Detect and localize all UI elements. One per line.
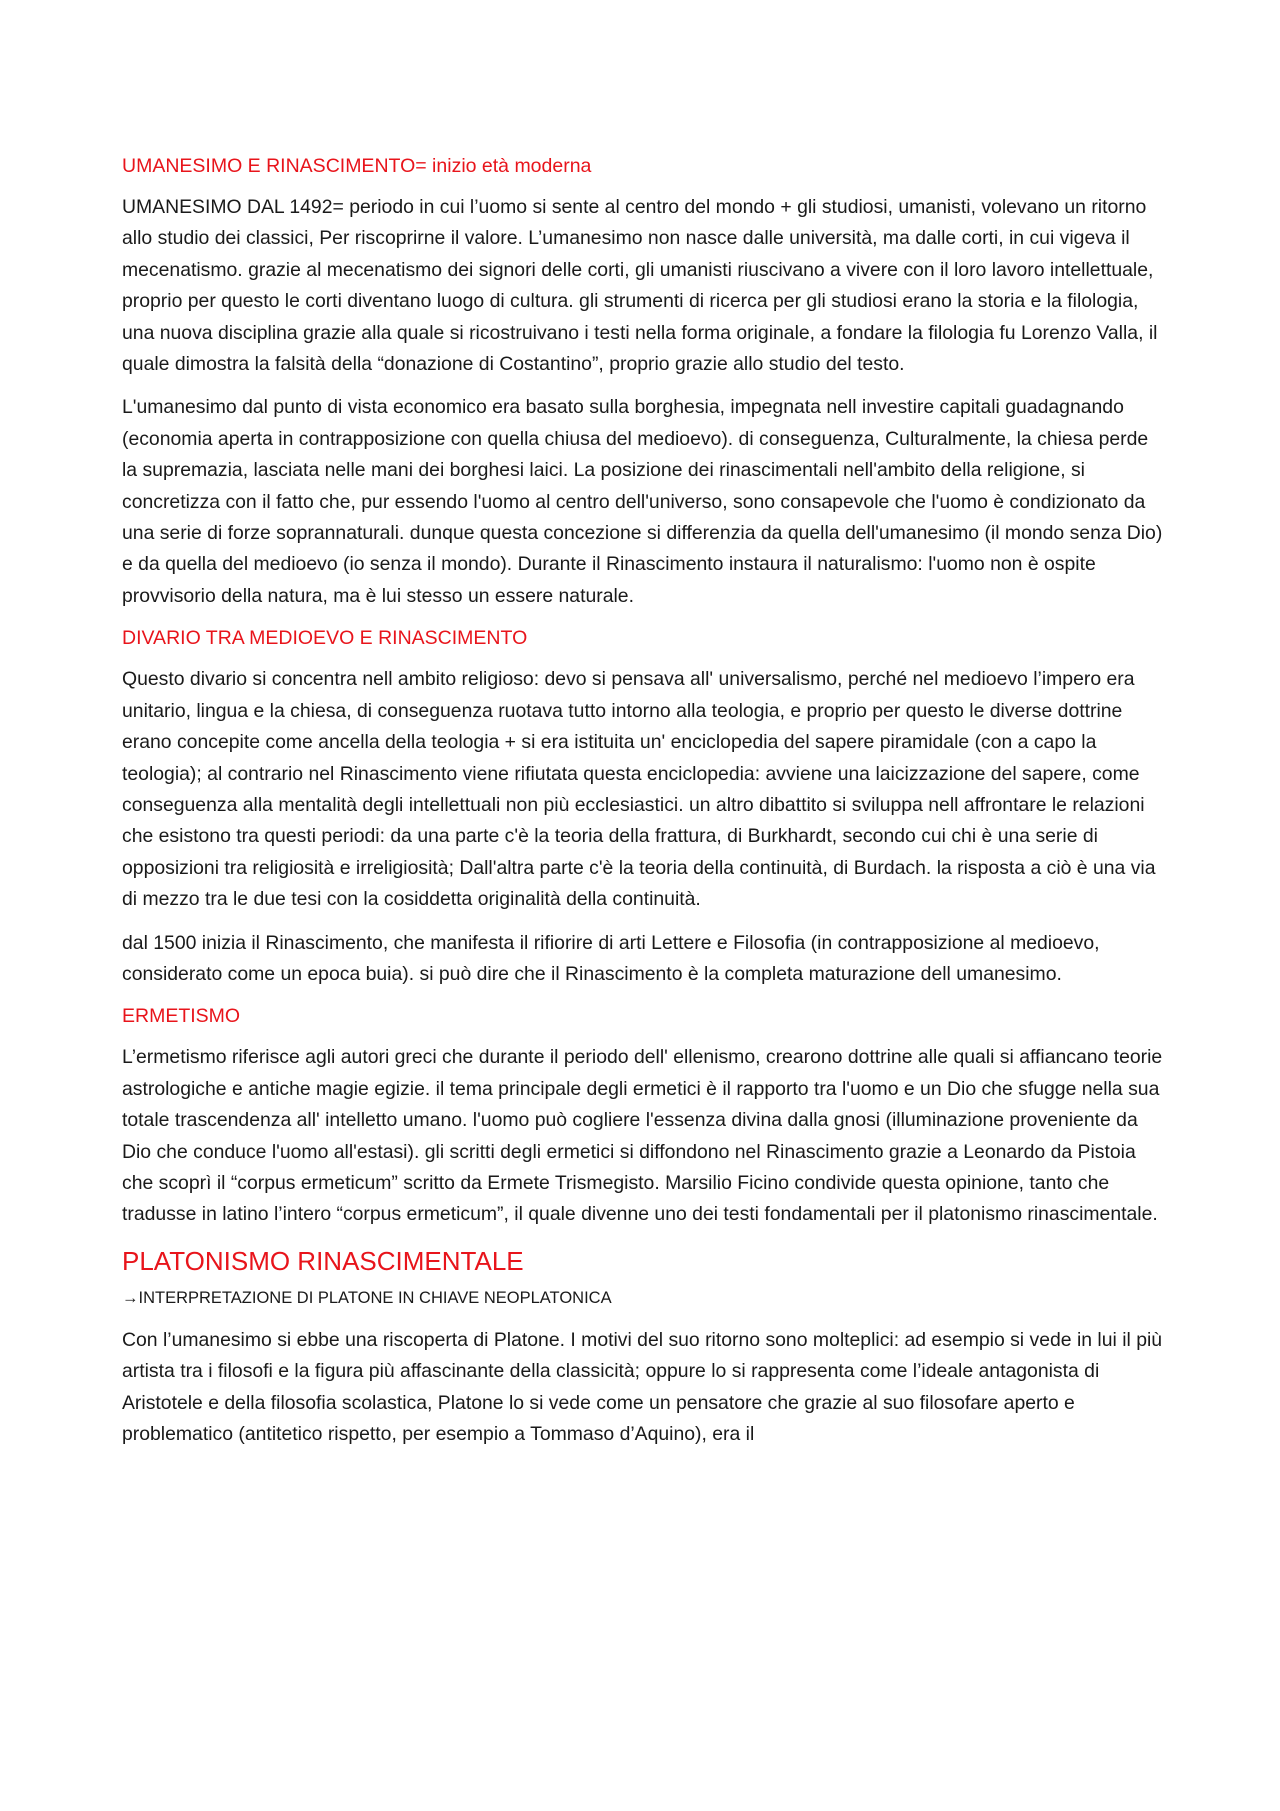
section-heading-platonismo: PLATONISMO RINASCIMENTALE: [122, 1245, 524, 1276]
document-page: [122, 152, 1168, 1462]
paragraph: Con l’umanesimo si ebbe una riscoperta di Platone. I motivi del suo ritorno sono molteplici: ad esempio si vede in lui il più artista tra i filosofi e la figura più affascinante della classicità; oppure lo si rappresenta come l’ideale antagonista di Aristotele e della filosofia scolastica, Platone lo si vede come un pensatore che grazie al suo filosofare aperto e problematico (antitetico rispetto, per esempio a Tommaso d’Aquino), era il: [122, 1328, 1163, 1445]
paragraph: Questo divario si concentra nell ambito religioso: devo si pensava all' universalismo, perché nel medioevo l’impero era unitario, lingua e la chiesa, di conseguenza ruotava tutto intorno alla teologia, e proprio per questo le diverse dottrine erano concepite come ancella della teologia + si era istituita un' enciclopedia del sapere piramidale (con a capo la teologia); al contrario nel Rinascimento viene rifiutata questa enciclopedia: avviene una laicizzazione del sapere, come conseguenza alla mentalità degli intellettuali non più ecclesiastici. un altro dibattito si sviluppa nell affrontare le relazioni che esistono tra questi periodi: da una parte c'è la teoria della frattura, di Burkhardt, secondo cui chi è una serie di opposizioni tra religiosità e irreligiosità; Dall'altra parte c'è la teoria della continuità, di Burdach. la risposta a ciò è una via di mezzo tra le due tesi con la cosiddetta originalità della continuità.: [122, 668, 1156, 911]
section-heading-ermetismo: ERMETISMO: [122, 1005, 241, 1028]
section-subheading: →INTERPRETAZIONE DI PLATONE IN CHIAVE NEOPLATONICA: [122, 1288, 612, 1307]
section-heading-umanesimo: UMANESIMO E RINASCIMENTO= inizio età moderna: [122, 155, 592, 177]
paragraph: L’ermetismo riferisce agli autori greci che durante il periodo dell' ellenismo, crearono dottrine alle quali si affiancano teorie astrologiche e antiche magie egizie. il tema principale degli ermetici è il rapporto tra l'uomo e un Dio che sfugge nella sua totale trascendenza all' intelletto umano. l'uomo può cogliere l'essenza divina dalla gnosi (illuminazione proveniente da Dio che conduce l'uomo all'estasi). gli scritti degli ermetici si diffondono nel Rinascimento grazie a Leonardo da Pistoia che scoprì il “corpus ermeticum” scritto da Ermete Trismegisto. Marsilio Ficino condivide questa opinione, tanto che tradusse in latino l’intero “corpus ermeticum”, il quale divenne uno dei testi fondamentali per il platonismo rinascimentale.: [122, 1046, 1163, 1226]
section-heading-divario: DIVARIO TRA MEDIOEVO E RINASCIMENTO: [122, 627, 528, 650]
paragraph: UMANESIMO DAL 1492= periodo in cui l’uomo si sente al centro del mondo + gli studiosi, umanisti, volevano un ritorno allo studio dei classici, Per riscoprirne il valore. L’umanesimo non nasce dalle università, ma dalle corti, in cui vigeva il mecenatismo. grazie al mecenatismo dei signori delle corti, gli umanisti riuscivano a vivere con il loro lavoro intellettuale, proprio per questo le corti diventano luogo di cultura. gli strumenti di ricerca per gli studiosi erano la storia e la filologia, una nuova disciplina grazie alla quale si ricostruivano i testi nella forma originale, a fondare la filologia fu Lorenzo Valla, il quale dimostra la falsità della “donazione di Costantino”, proprio grazie allo studio del testo.: [122, 196, 1158, 376]
paragraph: dal 1500 inizia il Rinascimento, che manifesta il rifiorire di arti Lettere e Filosofia (in contrapposizione al medioevo, considerato come un epoca buia). si può dire che il Rinascimento è la completa maturazione dell umanesimo.: [122, 931, 1100, 985]
paragraph: L'umanesimo dal punto di vista economico era basato sulla borghesia, impegnata nell investire capitali guadagnando (economia aperta in contrapposizione con quella chiusa del medioevo). di conseguenza, Culturalmente, la chiesa perde la supremazia, lasciata nelle mani dei borghesi laici. La posizione dei rinascimentali nell'ambito della religione, si concretizza con il fatto che, pur essendo l'uomo al centro dell'universo, sono consapevole che l'uomo è condizionato da una serie di forze soprannaturali. dunque questa concezione si differenzia da quella dell'umanesimo (il mondo senza Dio) e da quella del medioevo (io senza il mondo). Durante il Rinascimento instaura il naturalismo: l'uomo non è ospite provvisorio della natura, ma è lui stesso un essere naturale.: [122, 396, 1163, 607]
